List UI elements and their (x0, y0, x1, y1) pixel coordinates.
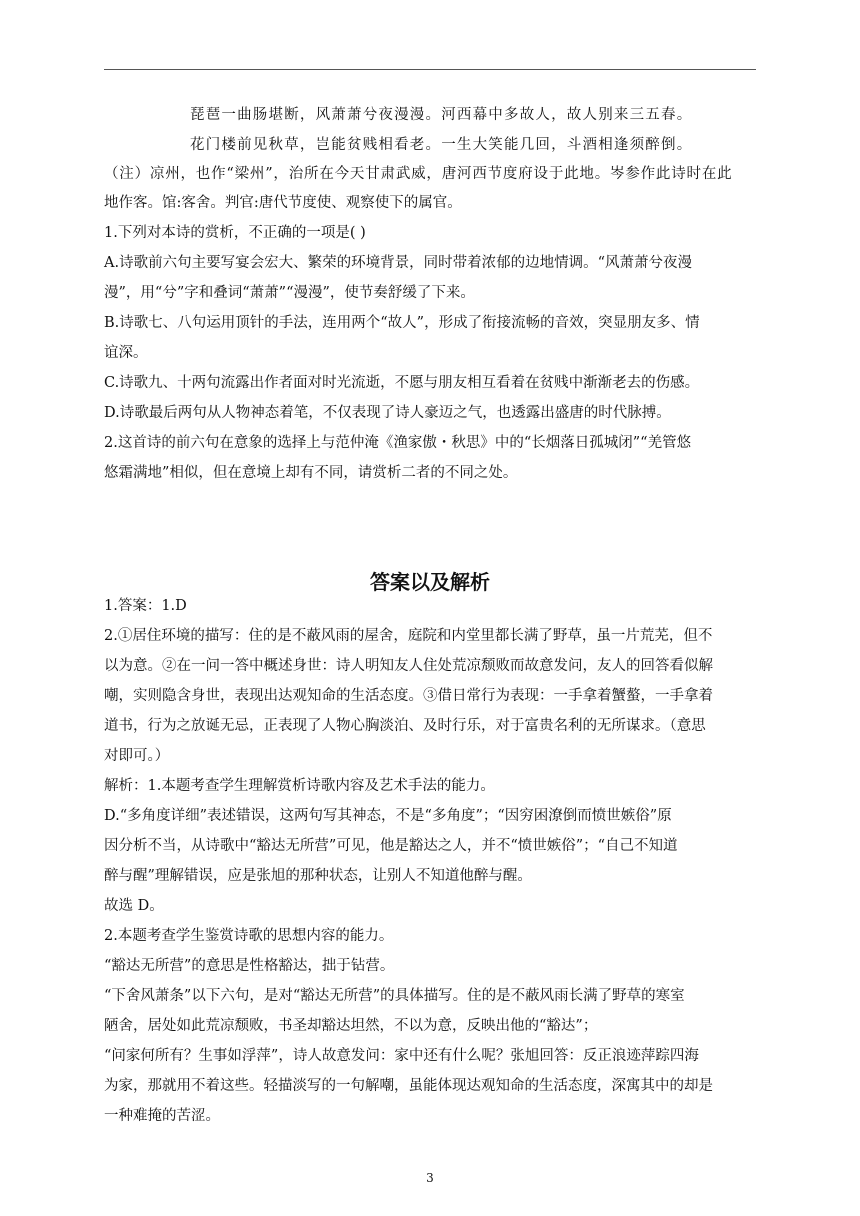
answer-line: 故选 D。 (104, 898, 164, 914)
answer-line: 为家，那就用不着这些。轻描淡写的一句解嘲，虽能体现达观知命的生活态度，深寓其中的却是 (104, 1078, 713, 1094)
question-line: 2.这首诗的前六句在意象的选择上与范仲淹《渔家傲・秋思》中的“长烟落日孤城闭”“羌管悠 (104, 435, 692, 451)
answer-line: 以为意。②在一问一答中概述身世：诗人明知友人住处荒凉颓败而故意发问，友人的回答看似解 (104, 658, 713, 674)
answer-line: 因分析不当，从诗歌中“豁达无所营”可见，他是豁达之人，并不“愤世嫉俗”；“自己不知道 (104, 838, 678, 854)
option-line: 谊深。 (104, 345, 148, 361)
page-number: 3 (426, 1171, 434, 1185)
option-line: D.诗歌最后两句从人物神态着笔，不仅表现了诗人豪迈之气，也透露出盛唐的时代脉搏。 (104, 405, 671, 421)
answer-line: 道书，行为之放诞无忌，正表现了人物心胸淡泊、及时行乐，对于富贵名利的无所谋求。（意思 (104, 718, 706, 734)
answer-line: 1.答案：1.D (104, 598, 187, 614)
answer-line: “问家何所有？生事如浮萍”，诗人故意发问：家中还有什么呢？张旭回答：反正浪迹萍踪四海 (104, 1048, 699, 1064)
answer-line: 对即可。） (104, 748, 170, 764)
section-title: 答案以及解析 (370, 570, 490, 594)
option-line: 漫”，用“兮”字和叠词“萧萧”“漫漫”，使节奏舒缓了下来。 (104, 285, 475, 301)
option-line: B.诗歌七、八句运用顶针的手法，连用两个“故人”，形成了衔接流畅的音效，突显朋友多、情 (104, 315, 700, 331)
answer-line: 一种难掩的苦涩。 (104, 1108, 220, 1124)
answer-line: 2.本题考查学生鉴赏诗歌的思想内容的能力。 (104, 928, 394, 944)
answer-line: D.“多角度详细”表述错误，这两句写其神态，不是“多角度”；“因穷困潦倒而愤世嫉俗”原 (104, 808, 672, 824)
answer-line: 陋舍，居处如此荒凉颓败，书圣却豁达坦然，不以为意，反映出他的“豁达”； (104, 1018, 598, 1034)
option-line: A.诗歌前六句主要写宴会宏大、繁荣的环境背景，同时带着浓郁的边地情调。“风萧萧兮夜漫 (104, 255, 692, 271)
note-line: 地作客。馆:客舍。判官:唐代节度使、观察使下的属官。 (104, 195, 462, 211)
question-line: 1.下列对本诗的赏析，不正确的一项是( ) (104, 225, 366, 241)
answer-line: 醉与醒”理解错误，应是张旭的那种状态，让别人不知道他醉与醒。 (104, 868, 532, 884)
answer-line: “下舍风萧条”以下六句，是对“豁达无所营”的具体描写。住的是不蔽风雨长满了野草的寒室 (104, 988, 685, 1004)
note-line: （注）凉州，也作“梁州”，治所在今天甘肃武威，唐河西节度府设于此地。岑参作此诗时在此 (104, 166, 733, 182)
answer-line: “豁达无所营”的意思是性格豁达，拙于钻营。 (104, 958, 395, 974)
header-rule (104, 69, 756, 70)
question-line: 悠霜满地”相似，但在意境上却有不同，请赏析二者的不同之处。 (104, 465, 518, 481)
poem-line: 花门楼前见秋草，岂能贫贱相看老。一生大笑能几回，斗酒相逢须醉倒。 (190, 137, 693, 153)
poem-line: 琵琶一曲肠堪断，风萧萧兮夜漫漫。河西幕中多故人，故人别来三五春。 (190, 107, 693, 123)
answer-line: 嘲，实则隐含身世，表现出达观知命的生活态度。③借日常行为表现：一手拿着蟹螯，一手拿着 (104, 688, 713, 704)
answer-line: 解析：1.本题考查学生理解赏析诗歌内容及艺术手法的能力。 (104, 778, 495, 794)
answer-line: 2.①居住环境的描写：住的是不蔽风雨的屋舍，庭院和内堂里都长满了野草，虽一片荒芜，但不 (104, 628, 713, 644)
option-line: C.诗歌九、十两句流露出作者面对时光流逝，不愿与朋友相互看着在贫贱中渐渐老去的伤感。 (104, 375, 700, 391)
